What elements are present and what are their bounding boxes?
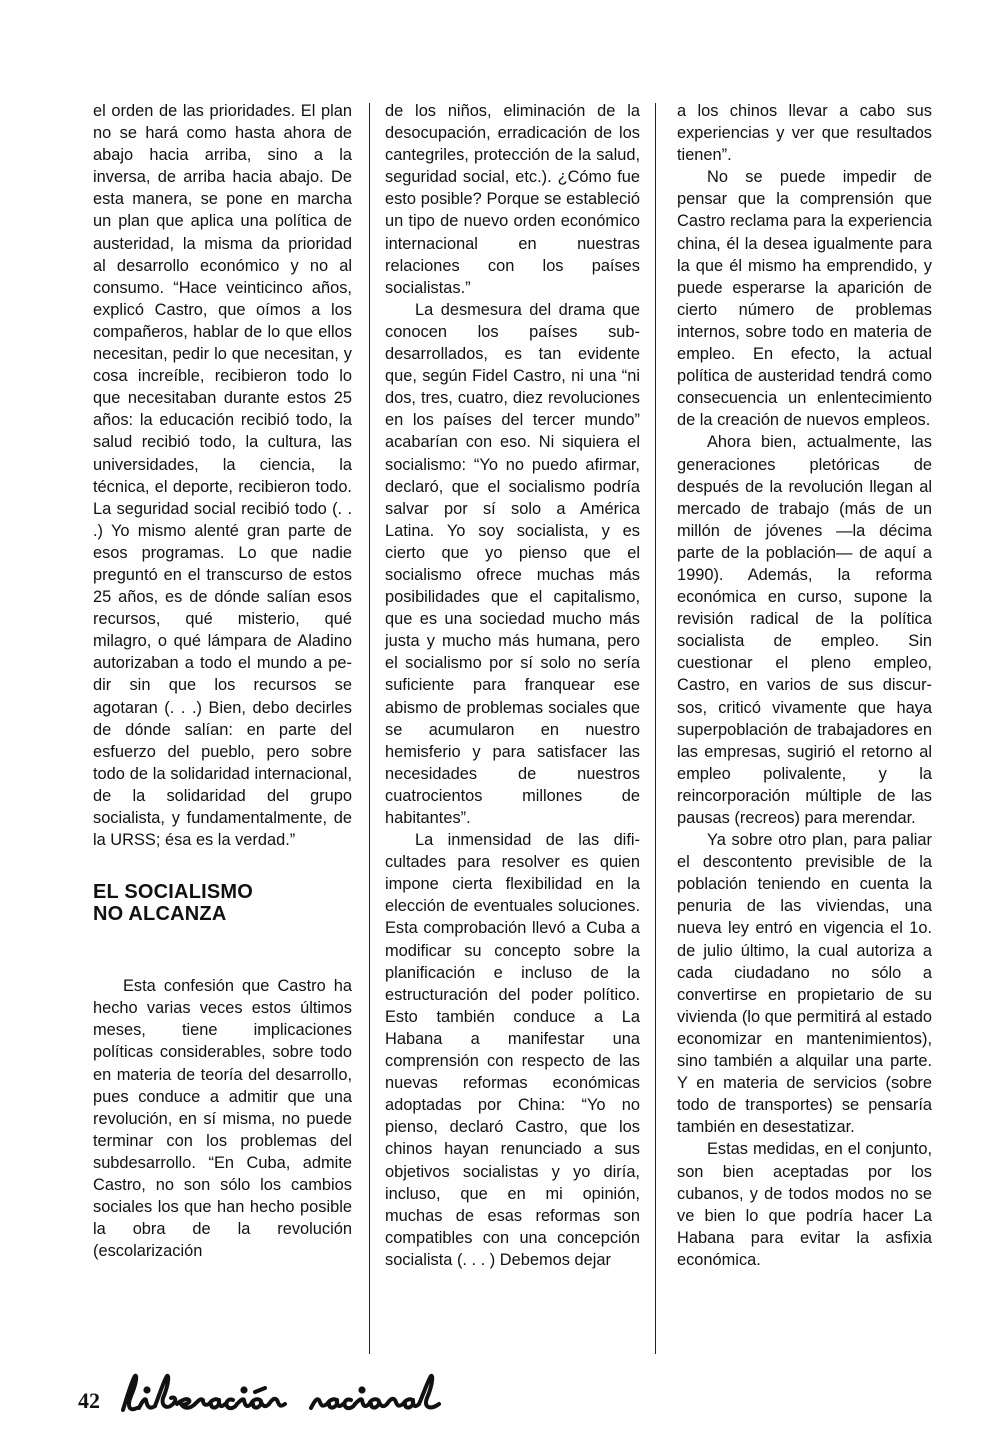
paragraph: Ahora bien, actualmente, las generaciones pletóricas de después de la revolución llegan al mercado de trabajo (más de un millón de jóvenes —la décima parte de la población— de aquí a 1990). Además, la reforma económica en curso, supone la revisión radical de la política socialista de empleo. Sin cuestionar el pleno empleo, Castro, en varios de sus discursos, criticó vivamente que haya superpoblación de trabajadores en las empresas, sugirió el retorno al empleo polivalente, y la reincorporación múltiple de las pausas (recreos) para merendar. bbox=[677, 433, 932, 827]
page-number: 42 bbox=[78, 1388, 100, 1413]
section-heading bbox=[93, 881, 352, 925]
paragraph: Ya sobre otro plan, para paliar el descontento previsible de la población teniendo en cuenta la penuria de las viviendas, una nueva ley entró en vigencia el 1o. de julio último, la cual autoriza a cada ciudadano no sólo a convertirse en propietario de su vivienda (lo que permitirá al estado economizar en mantenimientos), sino también a alquilar una parte. Y en materia de servicios (sobre todo de transportes) se pensaría también en desestatizar. bbox=[677, 831, 932, 1137]
paragraph: a los chinos llevar a cabo sus experiencias y ver que resultados tienen”. bbox=[677, 102, 932, 165]
column-divider bbox=[655, 103, 656, 1354]
heading-line-2: NO ALCANZA bbox=[93, 903, 227, 926]
paragraph: No se puede impedir de pensar que la comprensión que Castro reclama para la experiencia china, él la desea igualmente para la que él mismo ha emprendido, y puede esperarse la aparición de cierto número de problemas internos, sobre todo en materia de empleo. En efecto, la actual política de austeridad tendrá como consecuencia un enlentecimiento de la creación de nuevos empleos. bbox=[677, 168, 932, 430]
heading-line-1: EL SOCIALISMO bbox=[93, 881, 254, 904]
text-column-1 bbox=[93, 100, 352, 1262]
text-column-2 bbox=[385, 100, 640, 1271]
paragraph: el orden de las prioridades. El plan no se hará como hasta ahora de abajo hacia arriba, sino a la inversa, de arriba hacia abajo. De esta manera, se pone en marcha un plan que aplica una política de austeridad, la misma da prioridad al desarrollo económico y no al consumo. “Hace veinticinco años, explicó Castro, que oímos a los compañeros, hablar de lo que ellos necesitan, pedir lo que necesitan, y cosa increíble, recibieron todo lo que necesitaban durante estos 25 años: la educación recibió todo, la salud recibió todo, la cultura, las universidades, la ciencia, la técnica, el deporte, recibieron todo. La seguridad social recibió todo (. . .) Yo mismo alenté gran parte de esos programas. Lo que nadie preguntó en el transcurso de estos 25 años, es de dónde salían esos recursos, qué misterio, qué milagro, o qué lámpara de Aladino autorizaban a todo el mundo a pedir sin que los recursos se agotaran (. . .) Bien, debo decirles de dónde salían: en parte del esfuerzo del pueblo, pero sobre todo de la solidaridad internacional, de la solidaridad del grupo socialista, y fundamentalmente, de la URSS; ésa es la verdad.” bbox=[93, 102, 352, 850]
paragraph: La desmesura del drama que conocen los países subdesarrollados, es tan evidente que, según Fidel Castro, ni una “ni dos, tres, cuatro, diez revoluciones en los países del tercer mundo” acabarían con eso. Ni siquiera el socialismo: “Yo no puedo afirmar, declaró, que el socialismo podría salvar por sí solo a América Latina. Yo soy socialista, y es cierto que yo pienso que el socialismo ofrece muchas más posibilidades que el capitalismo, que es una sociedad mucho más justa y mucho más humana, pero el socialismo por sí solo no sería suficiente para franquear ese abismo de problemas sociales que se acumularon en nuestro hemisferio y para satisfacer las necesidades de nuestros cuatrocientos millones de habitantes”. bbox=[385, 300, 640, 827]
text-column-3 bbox=[677, 100, 932, 1271]
paragraph: Estas medidas, en el conjunto, son bien aceptadas por los cubanos, y de todos modos no se ve bien lo que podría hacer La Habana para evitar la asfixia económica. bbox=[677, 1140, 932, 1269]
magazine-logo bbox=[115, 1370, 475, 1420]
column-divider bbox=[369, 103, 370, 1354]
paragraph: Esta confesión que Castro ha hecho varias veces estos últimos meses, tiene implicaciones políticas considerables, sobre todo en materia de teoría del desarrollo, pues conduce a admitir que una revolución, en sí misma, no puede terminar con los problemas del subdesarrollo. “En Cuba, admite Castro, no son sólo los cambios sociales los que han hecho posible la obra de la revolución (escolarización bbox=[93, 977, 352, 1261]
paragraph: La inmensidad de las dificultades para resolver es quien impone cierta flexibilidad en la elección de eventuales soluciones. Esta comprobación llevó a Cuba a modificar su concepto sobre la planificación e incluso de la estructuración del poder político. Esto también conduce a La Habana a manifestar una comprensión con respecto de las nuevas reformas económicas adoptadas por China: “Yo no pienso, declaró Castro, que los chinos hayan renunciado a sus objetivos socialistas y yo diría, incluso, que en mi opinión, muchas de esas reformas son compatibles con una concepción socialista (. . . ) Debemos dejar bbox=[385, 831, 640, 1269]
paragraph: de los niños, eliminación de la desocupación, erradicación de los cantegriles, protección de la salud, seguridad social, etc.). ¿Cómo fue esto posible? Porque se estableció un tipo de nuevo orden económico internacional en nuestras relaciones con los países socialistas.” bbox=[385, 102, 640, 297]
